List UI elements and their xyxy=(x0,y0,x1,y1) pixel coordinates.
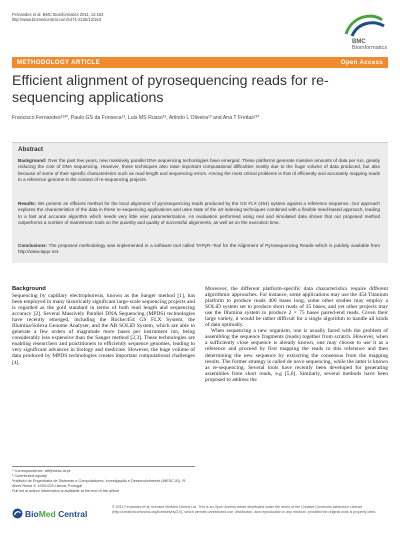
logo-bio: Bio xyxy=(25,509,39,519)
contribution-note: ¹ Contributed equally xyxy=(12,474,48,478)
article-title: Efficient alignment of pyrosequencing reads for re-sequencing applications xyxy=(12,73,329,106)
abstract-box xyxy=(12,142,388,263)
section-heading: Background xyxy=(12,286,46,292)
citation-line: Fernandes et al. BMC Bioinformatics 2011, 12:163 xyxy=(12,12,104,17)
abstract-results-text: We present an efficient method for the local alignment of pyrosequencing reads produced by the GS FLX (454) system against a reference sequence. Our approach explores the characteristics of the data in these re-sequencing applications and uses state of the art indexing techniques combined with a flexible seed-based approach, leading to a fast and accurate algorithm which needs very little user parameterization. An evaluation performed using real and simulated data shows that our proposed method outperforms a number of mainstream tools on the quantity and quality of successful alignments, as well as on the execution time. xyxy=(18,201,380,226)
abstract-heading: Abstract xyxy=(18,146,44,153)
abstract-background-text: Over the past few years, new massively parallel DNA sequencing technologies have emerged. These platforms generate massive amounts of data per run, greatly reducing the cost of DNA sequencing. However, these techniques also raise important computational difficulties mostly due to the huge volume of data produced, but also because of some of their specific characteristics such as read length and sequencing errors. Among the most critical problems is that of efficiently and accurately mapping reads to a reference genome in the context of re-sequencing projects. xyxy=(18,158,380,183)
abstract-background-label: Background: xyxy=(18,158,47,163)
journal-logo xyxy=(338,12,388,52)
citation xyxy=(12,12,103,22)
abstract-results-label: Results: xyxy=(18,201,37,206)
abstract-conclusions-text: The proposed methodology was implemented in a software tool called TAPyR–Tool for the Alignment of Pyrosequencing Reads–which is publicly available from http://www.tapyr.net. xyxy=(18,243,380,255)
author-info-note: Full list of author information is available at the end of the article xyxy=(12,489,120,493)
abstract-background xyxy=(18,158,380,183)
body-column-left xyxy=(12,286,195,366)
citation-url[interactable]: http://www.biomedcentral.com/1471-2105/12/163 xyxy=(12,17,101,23)
logo-text-bmc: BMC xyxy=(352,39,366,45)
biomed-central-logo xyxy=(12,508,87,520)
affiliation-note: ¹Instituto de Engenharia de Sistemas e Computadores: Investigação e Desenvolvimento (INESC-ID), R. Alves Redol 9, 1000-029 Lisboa, Portugal xyxy=(12,479,187,488)
author-list: Francisco Fernandes¹²³*, Paulo GS da Fonseca¹³, Luis MS Russo¹³, Arlindo L Oliveira¹³ and Ana T Freitas¹³* xyxy=(12,115,260,121)
article-type-band xyxy=(12,57,388,68)
abstract-conclusions-label: Conclusions: xyxy=(18,243,48,248)
article-category: METHODOLOGY ARTICLE xyxy=(17,59,101,66)
logo-text-journal: Bioinformatics xyxy=(352,45,388,51)
page-header xyxy=(12,12,388,60)
open-access-label: Open Access xyxy=(340,59,383,66)
body-paragraph: Sequencing by capillary electrophoresis, known as the Sanger method [1], has been employed in many historically significant large-scale sequencing projects and is regarded as the gold standard in terms of both read length and sequencing accuracy [2]. Several Massively Parallel DNA Sequencing (MPDS) technologies have recently emerged, including the Roche/454 GS FLX System, the Illumina/Solexa Genome Analyser, and the AB SOLiD System, which are able to generate a few orders of magnitude more bases per instrument run, being considerably less expensive than the Sanger method [2,3]. These technologies are enabling researchers and practitioners to efficiently sequence genomes, leading to very significant advances in biology and medicine. However, the huge volume of data produced by MPDS technologies creates important computational challenges [4]. xyxy=(12,293,195,366)
logo-central: Central xyxy=(55,509,88,519)
abstract-results xyxy=(18,201,380,226)
body-paragraph: When sequencing a new organism, one is usually faced with the problem of assembling the sequence fragments (reads) together from scratch. However, when a sufficiently close sequence is already known, one may choose to use it as a reference and proceed by first mapping the reads to this reference and then determining the new sequence by extracting the consensus from the mapping results. The former strategy is called de novo sequencing, while the latter is known as re-sequencing. Several tools have recently been developed for generating assemblies from short reads, e.g [5,6]. Similarly, several methods have been proposed to address the xyxy=(205,328,388,383)
biomed-central-wordmark xyxy=(25,509,87,519)
body-column-right xyxy=(205,286,388,383)
footnotes xyxy=(12,466,195,494)
body-paragraph: Moreover, the different platform-specific data characteristics require different algorithmic approaches. For instance, some applications may use the 454 Titanium platform to produce reads 400 bases long, some other studies may employ a SOLiD system set to produce short reads of 35 bases, and yet other projects may use the Illumina system to produce 2 × 75 bases paired-end reads. Given their large variety, it would be rather difficult for a single algorithm to handle all kinds of data optimally. xyxy=(205,286,388,329)
abstract-conclusions xyxy=(18,243,380,256)
bmc-swirl-icon xyxy=(338,12,388,38)
license-text: © 2011 Fernandes et al; licensee BioMed Central Ltd. This is an Open Access article distributed under the terms of the Creative Commons Attribution License (http://creativecommons.org/licenses/by/2.0), which permits unrestricted use, distribution, and reproduction in any medium, provided the original work is properly cited. xyxy=(112,505,376,514)
biomed-central-mark-icon xyxy=(12,508,23,519)
correspondence-note: * Correspondence: aff@inesc-id.pt xyxy=(12,469,71,473)
logo-med: Med xyxy=(38,509,56,519)
